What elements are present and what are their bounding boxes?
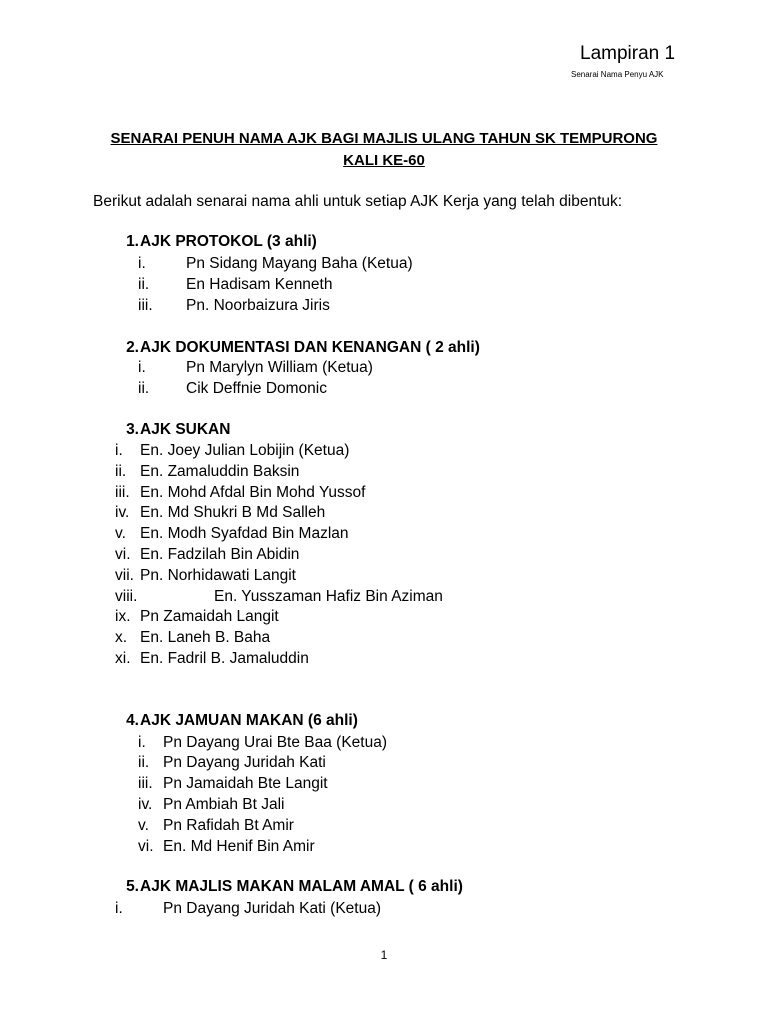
list-item-numeral: ii.	[138, 380, 150, 397]
document-title-line-1: SENARAI PENUH NAMA AJK BAGI MAJLIS ULANG TAHUN SK TEMPURONG	[110, 130, 658, 147]
list-item-numeral: iii.	[115, 484, 130, 501]
list-item-numeral: vi.	[138, 838, 154, 855]
list-item-numeral: i.	[138, 734, 146, 751]
list-item-numeral: i.	[115, 442, 123, 459]
section-number: 2.	[126, 339, 139, 356]
list-item: Pn Dayang Juridah Kati (Ketua)	[163, 900, 381, 917]
list-item-numeral: ii.	[138, 754, 150, 771]
list-item-numeral: i.	[138, 359, 146, 376]
list-item-numeral: v.	[138, 817, 149, 834]
list-item-numeral: ii.	[138, 276, 150, 293]
list-item: En. Laneh B. Baha	[140, 629, 271, 646]
list-item: Pn. Noorbaizura Jiris	[186, 297, 330, 314]
list-item: Pn Jamaidah Bte Langit	[163, 775, 328, 792]
section-title: AJK JAMUAN MAKAN (6 ahli)	[140, 712, 358, 729]
list-item: Cik Deffnie Domonic	[186, 380, 327, 397]
list-item: En. Mohd Afdal Bin Mohd Yussof	[140, 484, 366, 501]
section-title: AJK DOKUMENTASI DAN KENANGAN ( 2 ahli)	[140, 339, 480, 356]
list-item-numeral: i.	[115, 900, 123, 917]
list-item: Pn Dayang Juridah Kati	[163, 754, 326, 771]
list-item-numeral: v.	[115, 525, 126, 542]
list-item: Pn Dayang Urai Bte Baa (Ketua)	[163, 734, 388, 751]
section-number: 1.	[126, 233, 139, 250]
list-item: En. Yusszaman Hafiz Bin Aziman	[214, 588, 443, 605]
list-item: Pn Zamaidah Langit	[140, 608, 279, 625]
header-subtitle: Senarai Nama Penyu AJK	[571, 70, 664, 79]
list-item: En. Fadzilah Bin Abidin	[140, 546, 300, 563]
list-item: En Hadisam Kenneth	[186, 276, 333, 293]
list-item-numeral: iii.	[138, 297, 153, 314]
list-item: En. Modh Syafdad Bin Mazlan	[140, 525, 349, 542]
list-item-numeral: iii.	[138, 775, 153, 792]
list-item-numeral: vi.	[115, 546, 131, 563]
list-item-numeral: iv.	[115, 504, 130, 521]
list-item-numeral: x.	[115, 629, 128, 646]
lampiran-heading: Lampiran 1	[580, 43, 676, 64]
page-number: 1	[380, 948, 388, 962]
section-title: AJK PROTOKOL (3 ahli)	[140, 233, 317, 250]
list-item: Pn Ambiah Bt Jali	[163, 796, 285, 813]
document-title-line-2: KALI KE-60	[343, 152, 425, 169]
intro-paragraph: Berikut adalah senarai nama ahli untuk setiap AJK Kerja yang telah dibentuk:	[93, 193, 623, 210]
list-item: En. Zamaluddin Baksin	[140, 463, 300, 480]
list-item: En. Md Henif Bin Amir	[163, 838, 315, 855]
section-number: 5.	[126, 878, 139, 895]
list-item-numeral: viii.	[115, 588, 138, 605]
list-item-numeral: ix.	[115, 608, 131, 625]
list-item: Pn Marylyn William (Ketua)	[186, 359, 373, 376]
list-item: En. Joey Julian Lobijin (Ketua)	[140, 442, 350, 459]
list-item: Pn Sidang Mayang Baha (Ketua)	[186, 255, 413, 272]
list-item: En. Md Shukri B Md Salleh	[140, 504, 326, 521]
list-item-numeral: xi.	[115, 650, 131, 667]
list-item: Pn Rafidah Bt Amir	[163, 817, 294, 834]
list-item-numeral: iv.	[138, 796, 153, 813]
list-item-numeral: i.	[138, 255, 146, 272]
section-number: 4.	[126, 712, 139, 729]
list-item-numeral: vii.	[115, 567, 134, 584]
list-item-numeral: ii.	[115, 463, 127, 480]
list-item: En. Fadril B. Jamaluddin	[140, 650, 309, 667]
section-title: AJK SUKAN	[140, 421, 231, 438]
section-title: AJK MAJLIS MAKAN MALAM AMAL ( 6 ahli)	[140, 878, 463, 895]
list-item: Pn. Norhidawati Langit	[140, 567, 296, 584]
section-number: 3.	[126, 421, 139, 438]
